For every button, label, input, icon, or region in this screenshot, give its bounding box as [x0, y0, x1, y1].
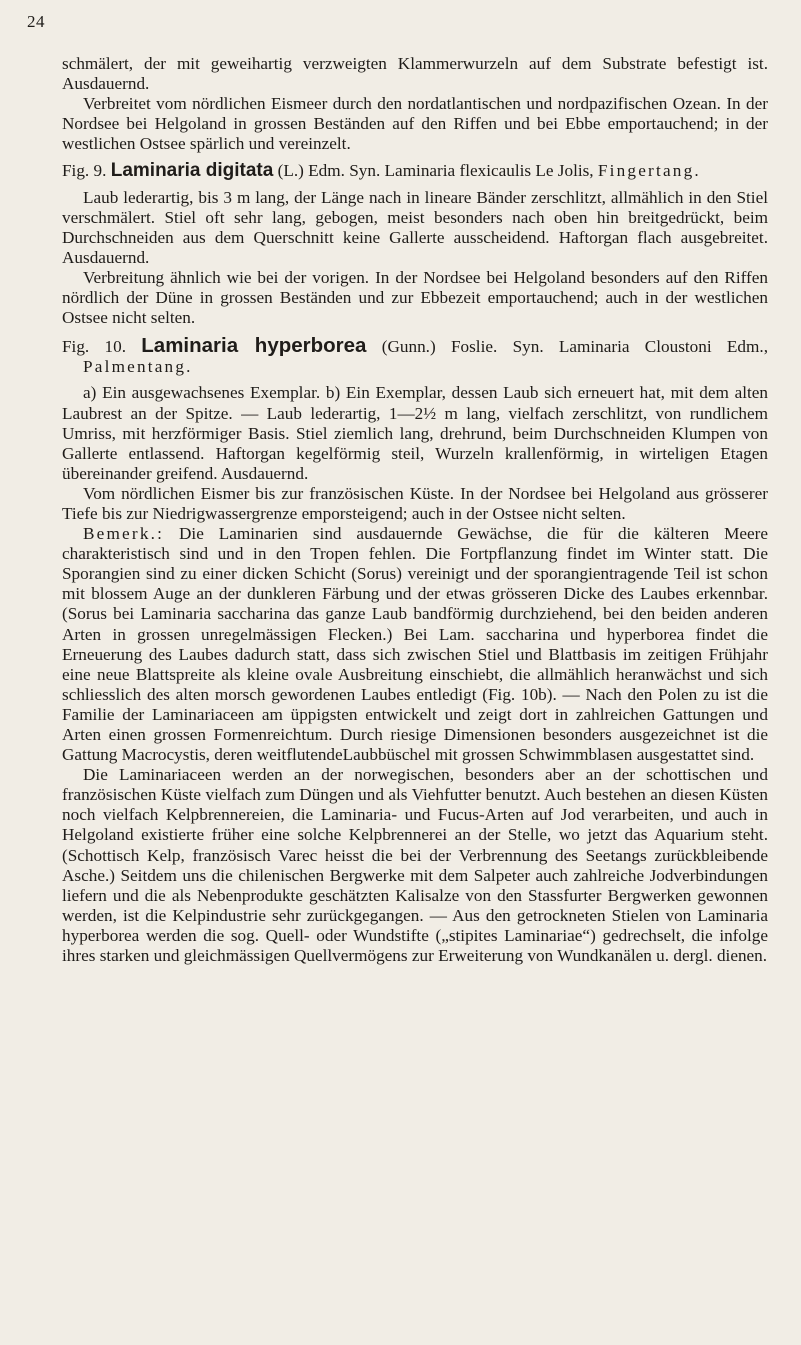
page-body [62, 54, 768, 966]
intro-distribution: Verbreitet vom nördlichen Eismeer durch den nordatlantischen und nordpazifischen Ozean. In der Nordsee bei Helgoland in grossen Beständen auf den Riffen und bei Ebbe emportauchend; in der westlichen Ostsee spärlich und vereinzelt. [62, 94, 768, 154]
remark-label: Bemerk.: [83, 524, 165, 544]
fig9-authority: (L.) Edm. Syn. Laminaria flexicaulis Le Jolis, [277, 161, 594, 181]
fig10-authority: (Gunn.) Foslie. Syn. Laminaria Cloustoni Edm., [381, 337, 768, 357]
intro-paragraph: schmälert, der mit geweihartig verzweigten Klammerwurzeln auf dem Substrate befestigt ist. Ausdauernd. [62, 54, 768, 94]
fig9-label: Fig. 9. [62, 161, 107, 181]
fig9-distribution: Verbreitung ähnlich wie bei der vorigen. In der Nordsee bei Helgoland besonders auf den Riffen nördlich der Düne in grossen Beständen und zur Ebbezeit emportauchend; auch in der westlichen Ostsee nicht selten. [62, 267, 768, 328]
fig9-species: Laminaria digitata [110, 160, 274, 182]
fig9-common-name: Fingertang. [597, 161, 701, 181]
remark-text: Die Laminarien sind ausdauernde Gewächse, die für die kälteren Meere charakteristisch sind und in den Tropen fehlen. Die Fortpflanzung findet im Winter statt. Die Sporangien sind zu einer dicken Schicht (Sorus) vereinigt und der sporangientragende Teil ist schon mit blossem Auge an der dunkleren Färbung und der etwas grösseren Dicke des Laubes erkennbar. (Sorus bei Laminaria saccharina das ganze Laub bandförmig durchziehend, bei den beiden anderen Arten in grossen unregelmässigen Flecken.) Bei Lam. saccharina und hyperborea findet die Erneuerung des Laubes dadurch statt, dass sich zwischen Stiel und Blattbasis im zeitigen Frühjahr eine neue Blattspreite als kleine ovale Ausbreitung einschiebt, die allmählich heranwächst und sich schliesslich des alten morsch gewordenen Laubes entledigt (Fig. 10b). — Nach den Polen zu ist die Familie der Laminariaceen am üppigsten entwickelt und zeigt dort in zahlreichen Gattungen und Arten einen grossen Formenreichtum. Durch riesige Dimensionen besonders ausgezeichnet ist die Gattung Macrocystis, deren weitflutendeLaubbüschel mit grossen Schwimmblasen ausgestattet sind. [62, 524, 769, 765]
fig9-heading [62, 161, 768, 181]
fig10-heading [62, 336, 768, 377]
fig10-description: a) Ein ausgewachsenes Exemplar. b) Ein Exemplar, dessen Laub sich erneuert hat, mit dem alten Laubrest an der Spitze. — Laub lederartig, 1—2½ m lang, vielfach zerschlitzt, von rundlichem Umriss, mit herzförmiger Basis. Stiel ziemlich lang, drehrund, beim Durchschneiden Klumpen von Gallerte entlassend. Haftorgan kegelförmig steil, Wurzeln krallenförmig, in wirteligen Etagen übereinander greifend. Ausdauernd. [62, 383, 768, 483]
page-number: 24 [27, 12, 45, 31]
fig9-description: Laub lederartig, bis 3 m lang, der Länge nach in lineare Bänder zerschlitzt, allmählich in den Stiel verschmälert. Stiel oft sehr lang, gebogen, meist besonders nach oben hin breitgedrückt, beim Durchschneiden aus dem Querschnitt keine Gallerte ausscheidend. Haftorgan flach ausgebreitet. Ausdauernd. [62, 187, 768, 267]
remark-paragraph [62, 524, 768, 765]
fig10-distribution: Vom nördlichen Eismer bis zur französischen Küste. In der Nordsee bei Helgoland aus grösserer Tiefe bis zur Niedrigwassergrenze emporsteigend; auch in der Ostsee nicht selten. [62, 483, 768, 523]
fig10-common-name: Palmentang. [83, 357, 193, 377]
fig10-species: Laminaria hyperborea [141, 334, 367, 358]
usage-paragraph: Die Laminariaceen werden an der norwegischen, besonders aber an der schottischen und französischen Küste vielfach zum Düngen und als Viehfutter benutzt. Auch bestehen an diesen Küsten noch vielfach Kelpbrennereien, die Laminaria- und Fucus-Arten auf Jod verarbeiten, und auch in Helgoland existierte früher eine solche Kelpbrennerei an der Stelle, wo jetzt das Aquarium steht. (Schottisch Kelp, französisch Varec heisst die bei der Verbrennung des Seetangs zurückbleibende Asche.) Seitdem uns die chilenischen Bergwerke mit dem Salpeter auch zahlreiche Jodverbindungen liefern und die als Nebenprodukte geschätzten Kalisalze von den Stassfurter Bergwerken gewonnen werden, ist die Kelpindustrie sehr zurückgegangen. — Aus den getrockneten Stielen von Laminaria hyperborea werden die sog. Quell- oder Wundstifte („stipites Laminariae“) gedrechselt, die infolge ihres starken und gleichmässigen Quellvermögens zur Erweiterung von Wundkanälen u. dergl. dienen. [62, 765, 768, 966]
fig10-label: Fig. 10. [62, 337, 126, 357]
